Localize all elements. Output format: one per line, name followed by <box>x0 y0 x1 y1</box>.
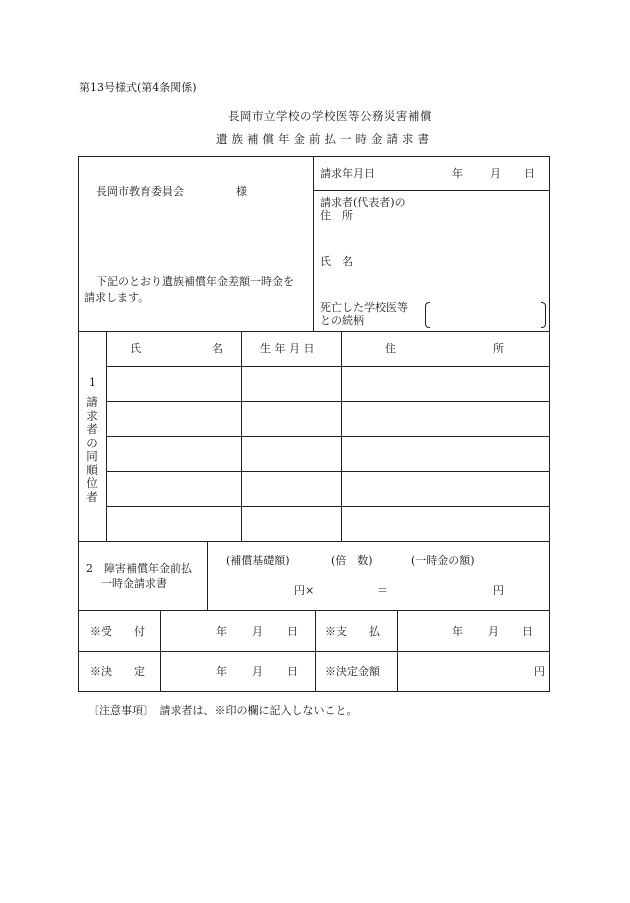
request-text-line2: 請求します。 <box>84 291 150 304</box>
lump-sum-label: (一時金の額) <box>411 554 475 567</box>
decision-amount-yen: 円 <box>534 665 545 678</box>
request-date-month-unit: 月 <box>490 167 501 180</box>
honorific: 様 <box>236 185 247 198</box>
payment-year-unit: 年 <box>452 625 463 638</box>
receipt-label: ※受 付 <box>90 625 145 638</box>
col-address-char1: 住 <box>385 342 396 355</box>
request-date-year-unit: 年 <box>452 167 463 180</box>
relation-bracket-right <box>541 302 546 328</box>
request-date-day-unit: 日 <box>524 167 535 180</box>
col-name-char2: 名 <box>212 342 223 355</box>
decision-year-unit: 年 <box>216 665 227 678</box>
section2-label-2: 一時金請求書 <box>101 577 167 590</box>
equals-sign: ＝ <box>377 584 388 597</box>
form-title-line1: 長岡市立学校の学校医等公務災害補償 <box>228 109 432 123</box>
claimant-address-label-1: 請求者(代表者)の <box>320 196 406 209</box>
request-text-line1: 下記のとおり遺族補償年金差額一時金を <box>96 275 294 288</box>
claimant-name-label: 氏 名 <box>320 255 353 268</box>
col-address-char2: 所 <box>493 342 504 355</box>
payment-label: ※支 払 <box>325 625 380 638</box>
yen-times: 円× <box>294 584 315 597</box>
payment-month-unit: 月 <box>488 625 499 638</box>
addressee: 長岡市教育委員会 <box>96 185 184 198</box>
relation-bracket-left <box>425 302 430 328</box>
section2-label-1: 2 障害補償年金前払 <box>86 562 192 575</box>
decision-amount-label: ※決定金額 <box>325 665 380 678</box>
yen-unit: 円 <box>493 584 504 597</box>
decision-month-unit: 月 <box>252 665 263 678</box>
request-date-label: 請求年月日 <box>320 167 375 180</box>
form-number: 第13号様式(第4条関係) <box>79 81 197 94</box>
section1-number: 1 <box>89 376 96 389</box>
relation-label-1: 死亡した学校医等 <box>320 301 408 314</box>
payment-day-unit: 日 <box>522 625 533 638</box>
relation-label-2: との続柄 <box>320 314 364 327</box>
decision-day-unit: 日 <box>287 665 298 678</box>
section1-vertical-label: 請求者の同順位者 <box>86 395 98 504</box>
decision-label: ※決 定 <box>90 665 145 678</box>
form-title-line2: 遺族補償年金前払一時金請求書 <box>216 132 433 146</box>
receipt-year-unit: 年 <box>216 625 227 638</box>
notes: 〔注意事項〕 請求者は、※印の欄に記入しないこと。 <box>88 704 358 717</box>
receipt-day-unit: 日 <box>287 625 298 638</box>
form-frame <box>78 156 550 692</box>
receipt-month-unit: 月 <box>252 625 263 638</box>
multiplier-label: (倍 数) <box>331 554 373 567</box>
col-birthdate: 生 年 月 日 <box>260 342 315 355</box>
col-name-char1: 氏 <box>130 342 141 355</box>
base-amount-label: (補償基礎額) <box>226 554 290 567</box>
claimant-address-label-2: 住 所 <box>320 209 353 222</box>
